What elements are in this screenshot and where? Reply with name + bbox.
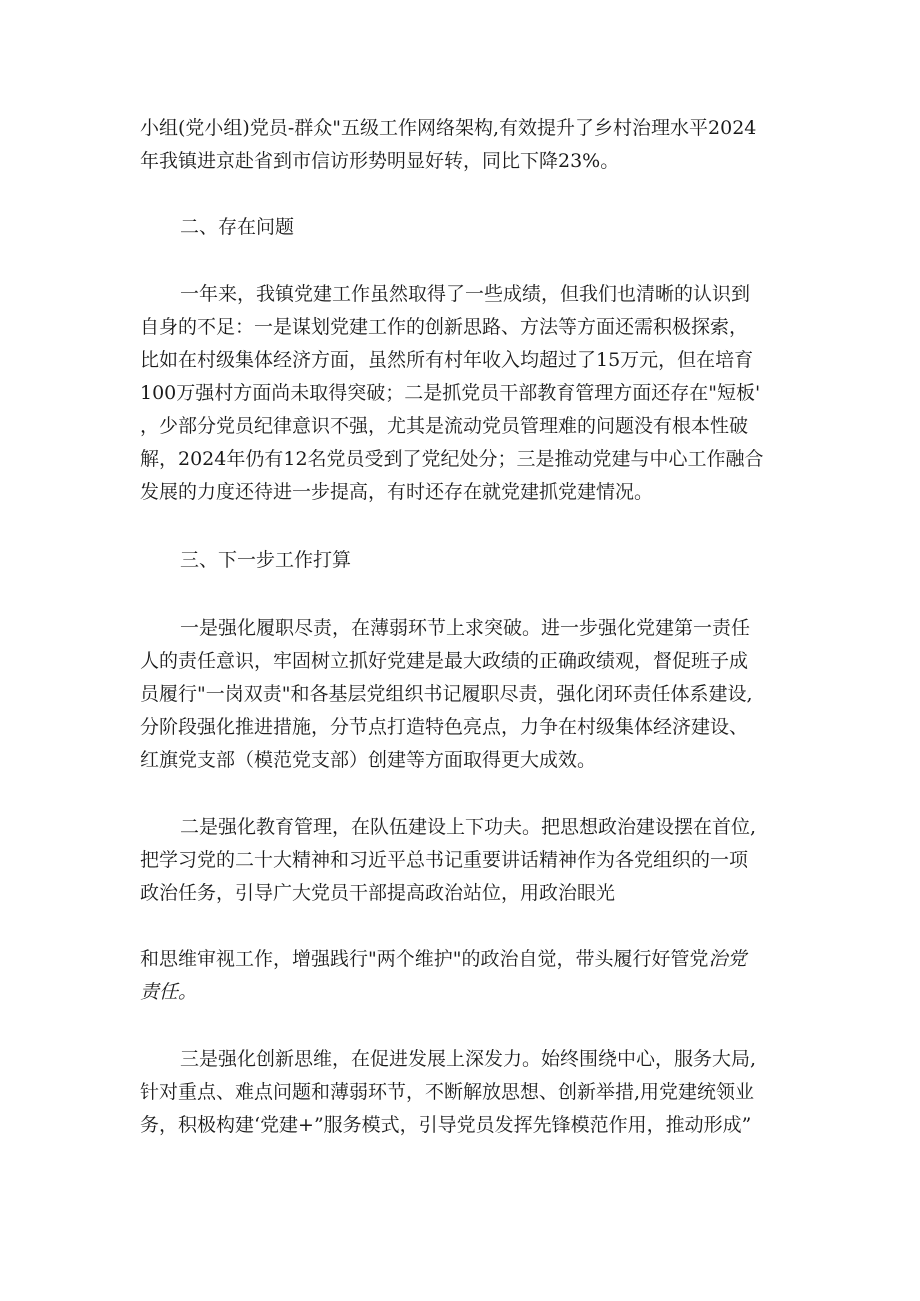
body-line: 员履行"一岗双责"和各基层党组织书记履职尽责，强化闭环责任体系建设, (140, 683, 753, 705)
body-text-italic: 治党 (708, 948, 747, 970)
body-line: 发展的力度还待进一步提高，有时还存在就党建抓党建情况。 (140, 481, 654, 503)
body-line: 二是强化教育管理，在队伍建设上下功夫。把思想政治建设摆在首位, (180, 816, 757, 838)
body-line: 100万强村方面尚未取得突破；二是抓党员干部教育管理方面还存在"短板' (140, 382, 761, 404)
body-line: 务，积极构建‘党建+”服务模式，引导党员发挥先锋模范作用，推动形成” (140, 1114, 752, 1136)
body-line: 政治任务，引导广大党员干部提高政治站位，用政治眼光 (140, 882, 616, 904)
intro-line: 小组(党小组)党员-群众"五级工作网络架构,有效提升了乡村治理水平2024 (140, 117, 757, 139)
body-line: 一年来，我镇党建工作虽然取得了一些成绩，但我们也清晰的认识到 (180, 283, 751, 305)
body-line: 解，2024年仍有12名党员受到了党纪处分；三是推动党建与中心工作融合 (140, 448, 764, 470)
body-line (140, 943, 800, 975)
body-line: 责任。 (140, 981, 198, 1003)
body-line: 分阶段强化推进措施，分节点打造特色亮点，力争在村级集体经济建设、 (140, 716, 749, 738)
body-line: 比如在村级集体经济方面，虽然所有村年收入均超过了15万元，但在培育 (140, 349, 754, 371)
section-heading-problems: 二、存在问题 (180, 216, 295, 238)
body-text: 和思维审视工作，增强践行"两个维护"的政治自觉，带头履行好管党 (140, 948, 709, 970)
section-heading-next-steps: 三、下一步工作打算 (180, 549, 352, 571)
body-line: 把学习党的二十大精神和习近平总书记重要讲话精神作为各党组织的一项 (140, 849, 749, 871)
body-line: 红旗党支部（模范党支部）创建等方面取得更大成效。 (140, 749, 597, 771)
body-line: 人的责任意识，牢固树立抓好党建是最大政绩的正确政绩观，督促班子成 (140, 650, 749, 672)
body-line: 三是强化创新思维，在促进发展上深发力。始终围绕中心，服务大局, (180, 1048, 757, 1070)
body-line: ，少部分党员纪律意识不强，尤其是流动党员管理难的问题没有根本性破 (140, 415, 749, 437)
body-line: 自身的不足：一是谋划党建工作的创新思路、方法等方面还需积极探索， (140, 316, 749, 338)
body-line: 针对重点、难点问题和薄弱环节，不断解放思想、创新举措,用党建统领业 (140, 1081, 755, 1103)
body-line: 一是强化履职尽责，在薄弱环节上求突破。进一步强化党建第一责任 (180, 617, 751, 639)
intro-line: 年我镇进京赴省到市信访形势明显好转，同比下降23%。 (140, 150, 620, 172)
